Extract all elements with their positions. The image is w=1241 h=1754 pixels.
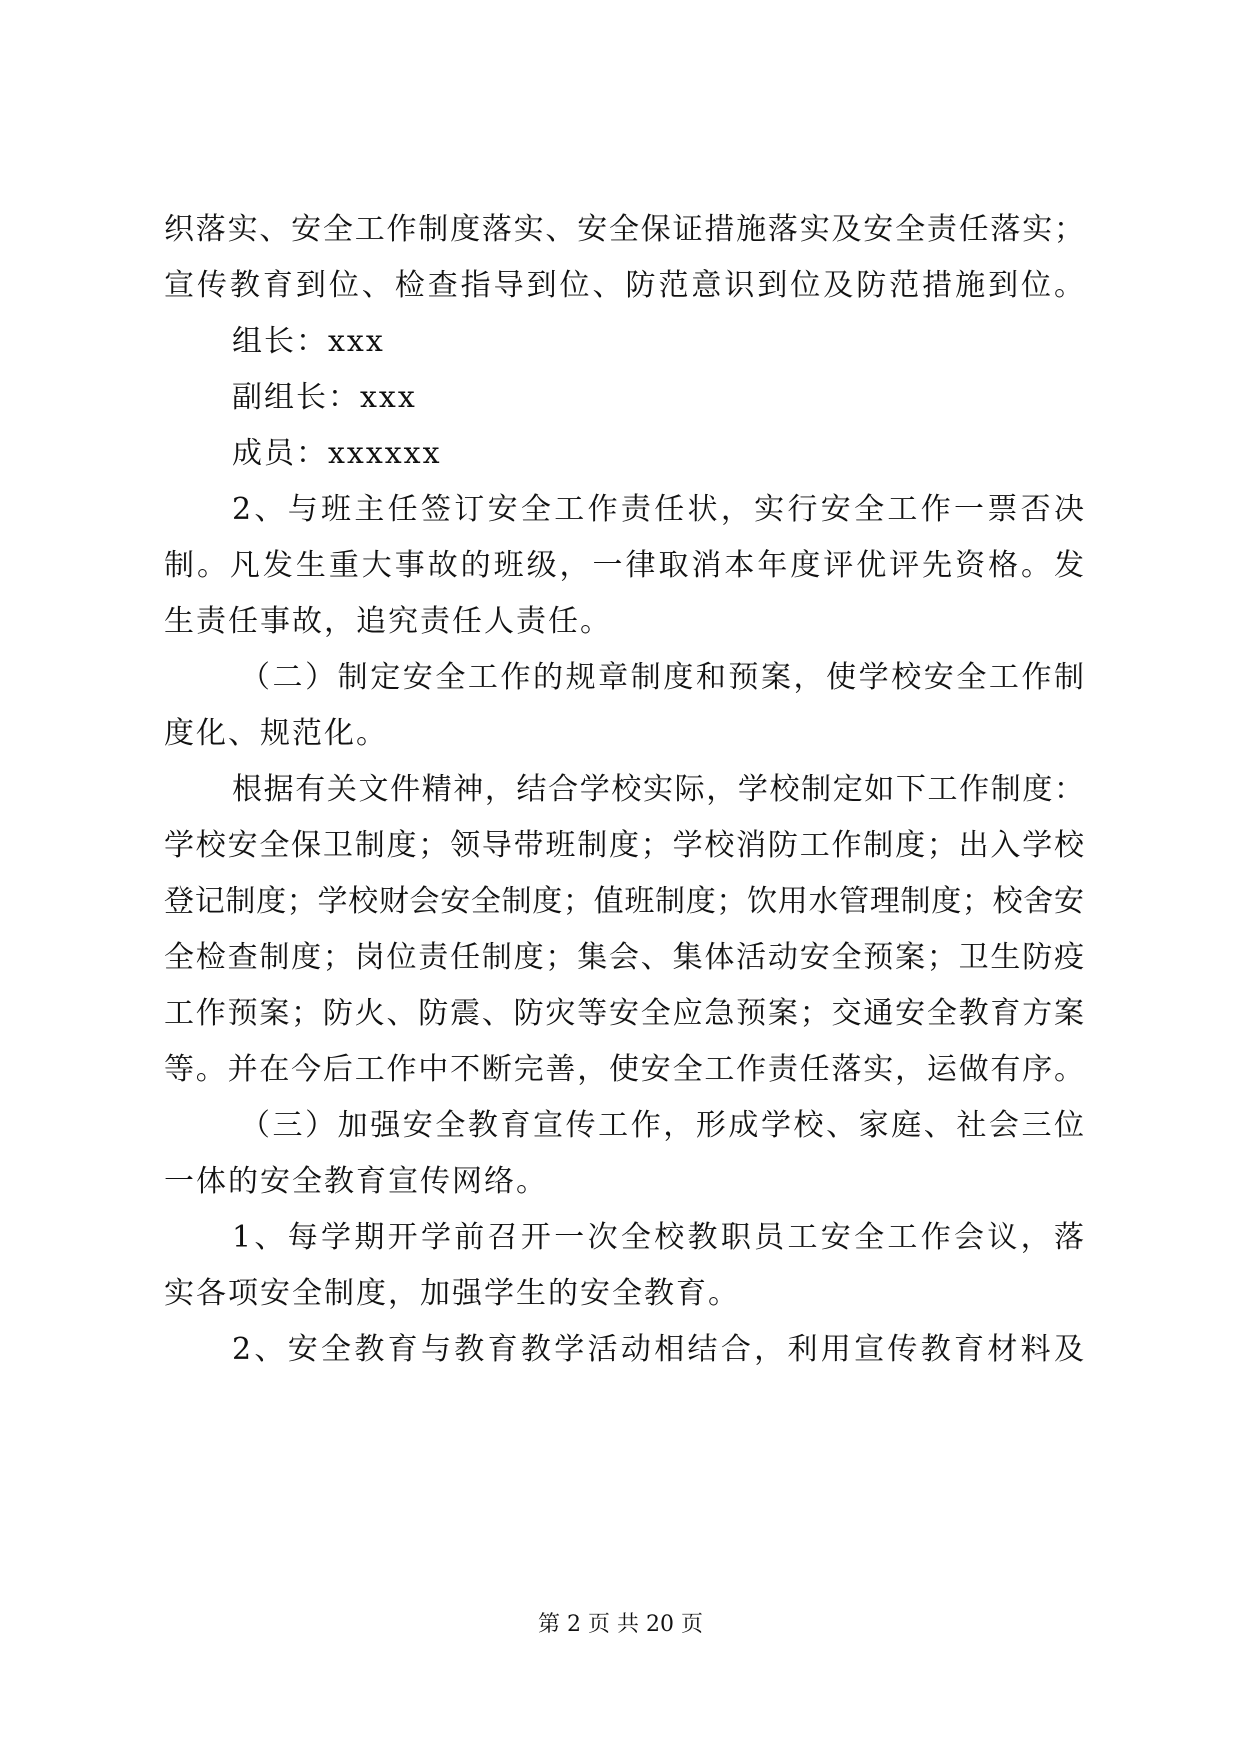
text-line: 工作预案；防火、防震、防灾等安全应急预案；交通安全教育方案: [164, 996, 1084, 1031]
text-line: 度化、规范化。: [164, 716, 388, 751]
text-line: 织落实、安全工作制度落实、安全保证措施落实及安全责任落实；: [164, 212, 1084, 247]
text-line: 实各项安全制度，加强学生的安全教育。: [164, 1276, 740, 1311]
text-line: 等。并在今后工作中不断完善，使安全工作责任落实，运做有序。: [164, 1052, 1084, 1087]
page-footer: 第 2 页 共 20 页: [538, 1612, 703, 1637]
deputy-leader-line: 副组长：xxx: [232, 380, 417, 415]
text-line: 2、安全教育与教育教学活动相结合，利用宣传教育材料及: [232, 1332, 1084, 1367]
members-line: 成员：xxxxxx: [232, 436, 442, 471]
text-line: 学校安全保卫制度；领导带班制度；学校消防工作制度；出入学校: [164, 828, 1084, 863]
text-line: 一体的安全教育宣传网络。: [164, 1164, 548, 1199]
text-line: 1、每学期开学前召开一次全校教职员工安全工作会议，落: [232, 1220, 1084, 1255]
text-line: 登记制度；学校财会安全制度；值班制度；饮用水管理制度；校舍安: [164, 884, 1084, 919]
text-line: 根据有关文件精神，结合学校实际，学校制定如下工作制度：: [232, 772, 1084, 807]
text-line: 生责任事故，追究责任人责任。: [164, 604, 612, 639]
section-heading-3: （三）加强安全教育宣传工作，形成学校、家庭、社会三位: [240, 1108, 1084, 1143]
text-line: 全检查制度；岗位责任制度；集会、集体活动安全预案；卫生防疫: [164, 940, 1084, 975]
section-heading-2: （二）制定安全工作的规章制度和预案，使学校安全工作制: [240, 660, 1084, 695]
text-line: 宣传教育到位、检查指导到位、防范意识到位及防范措施到位。: [164, 268, 1084, 303]
group-leader-line: 组长：xxx: [232, 324, 385, 359]
text-line: 制。凡发生重大事故的班级，一律取消本年度评优评先资格。发: [164, 548, 1084, 583]
text-line: 2、与班主任签订安全工作责任状，实行安全工作一票否决: [232, 492, 1084, 527]
